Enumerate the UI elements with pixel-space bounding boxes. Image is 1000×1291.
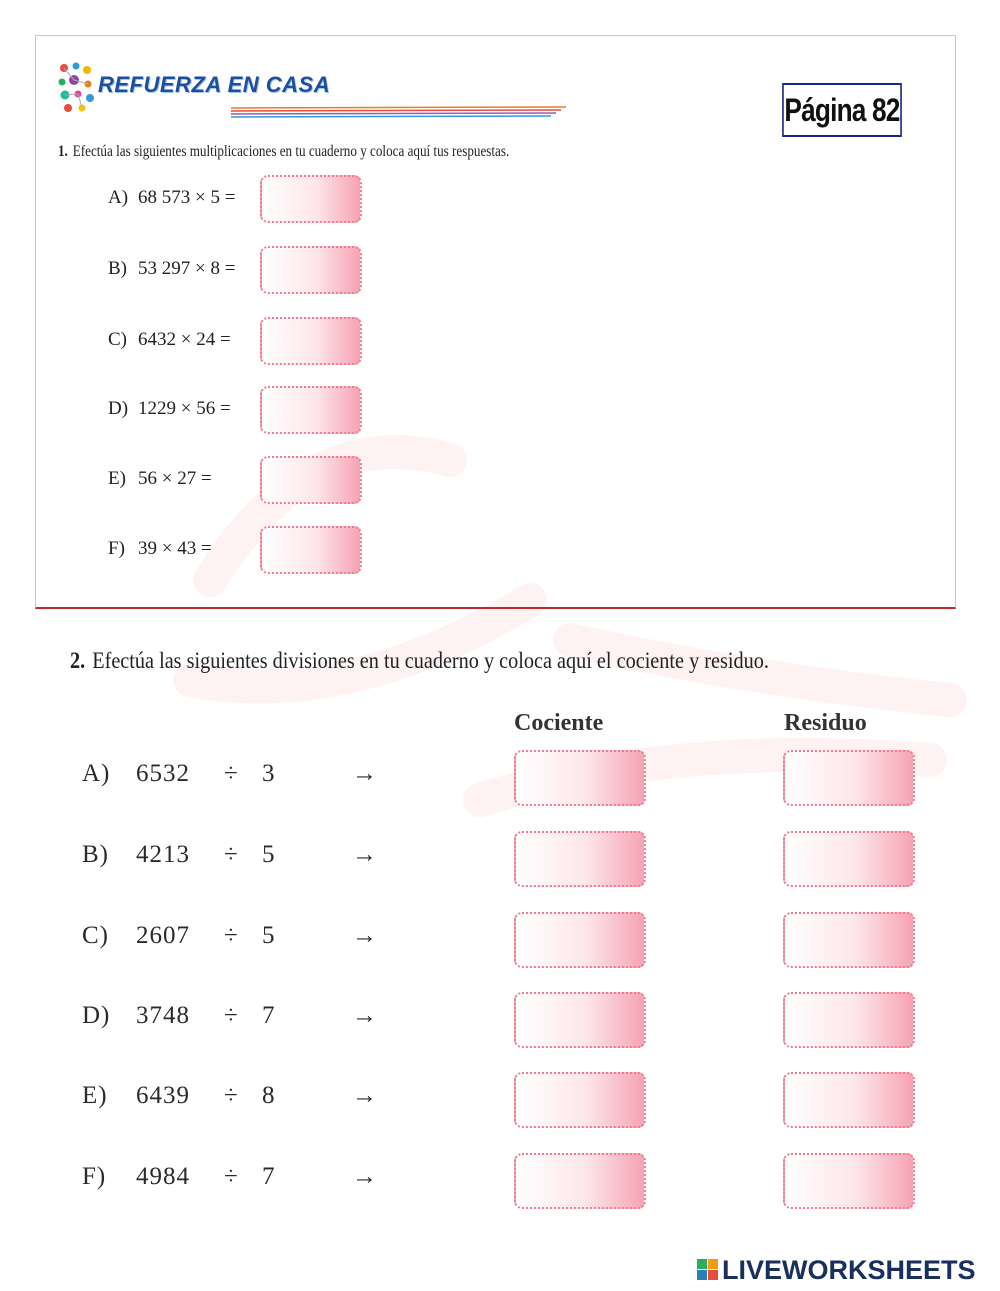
item-letter: E) <box>82 1082 108 1109</box>
multiplication-section <box>35 35 956 609</box>
item-expression: 39 × 43 = <box>138 538 212 559</box>
divide-symbol: ÷ <box>224 760 239 787</box>
banner <box>56 60 556 120</box>
divide-symbol: ÷ <box>224 1002 239 1029</box>
liveworksheets-logo[interactable] <box>697 1255 976 1285</box>
div-row-a <box>0 748 1000 808</box>
div-row-b <box>0 829 1000 889</box>
question2-instruction <box>70 648 769 674</box>
remainder-input-b[interactable] <box>783 831 915 887</box>
item-divisor: 5 <box>262 922 276 949</box>
remainder-input-c[interactable] <box>783 912 915 968</box>
question1-instruction <box>58 143 509 161</box>
div-row-c <box>0 910 1000 970</box>
colorful-dots-icon <box>56 60 96 116</box>
remainder-header: Residuo <box>784 710 867 736</box>
question1-text: Efectúa las siguientes multiplicaciones en tu cuaderno y coloca aquí tus respuestas. <box>72 143 510 160</box>
answer-input-a[interactable] <box>260 175 362 223</box>
logo-squares-icon <box>697 1259 719 1281</box>
quotient-input-c[interactable] <box>514 912 646 968</box>
item-expression: 68 573 × 5 = <box>138 187 236 208</box>
arrow-icon: → <box>352 760 378 787</box>
item-letter: A) <box>108 187 129 208</box>
item-letter: F) <box>82 1163 107 1190</box>
arrow-icon: → <box>352 841 378 868</box>
item-letter: D) <box>108 398 129 419</box>
item-letter: A) <box>82 760 111 787</box>
item-expression: 6432 × 24 = <box>138 329 231 350</box>
item-dividend: 2607 <box>136 922 190 949</box>
logo-text: LIVEWORKSHEETS <box>722 1254 976 1285</box>
division-section <box>0 620 1000 1220</box>
item-dividend: 3748 <box>136 1002 190 1029</box>
item-letter: B) <box>82 841 109 868</box>
item-dividend: 6439 <box>136 1082 190 1109</box>
divide-symbol: ÷ <box>224 1163 239 1190</box>
item-dividend: 6532 <box>136 760 190 787</box>
item-letter: F) <box>108 538 125 559</box>
divide-symbol: ÷ <box>224 1082 239 1109</box>
page-number-label: Página 82 <box>782 83 902 137</box>
item-divisor: 7 <box>262 1002 276 1029</box>
quotient-input-a[interactable] <box>514 750 646 806</box>
divide-symbol: ÷ <box>224 922 239 949</box>
answer-input-d[interactable] <box>260 386 362 434</box>
item-divisor: 7 <box>262 1163 276 1190</box>
quotient-input-e[interactable] <box>514 1072 646 1128</box>
answer-input-b[interactable] <box>260 246 362 294</box>
banner-stripes <box>231 106 566 120</box>
question2-number: 2. <box>70 648 86 673</box>
question1-number: 1. <box>58 143 68 160</box>
item-expression: 1229 × 56 = <box>138 398 231 419</box>
item-letter: B) <box>108 258 127 279</box>
quotient-input-b[interactable] <box>514 831 646 887</box>
arrow-icon: → <box>352 922 378 949</box>
div-row-d <box>0 990 1000 1050</box>
div-row-e <box>0 1070 1000 1130</box>
answer-input-c[interactable] <box>260 317 362 365</box>
item-dividend: 4213 <box>136 841 190 868</box>
question2-text: Efectúa las siguientes divisiones en tu cuaderno y coloca aquí el cociente y residuo. <box>92 648 769 673</box>
item-letter: E) <box>108 468 126 489</box>
arrow-icon: → <box>352 1082 378 1109</box>
item-letter: C) <box>108 329 127 350</box>
item-expression: 56 × 27 = <box>138 468 212 489</box>
item-expression: 53 297 × 8 = <box>138 258 236 279</box>
answer-input-f[interactable] <box>260 526 362 574</box>
answer-input-e[interactable] <box>260 456 362 504</box>
quotient-input-d[interactable] <box>514 992 646 1048</box>
divide-symbol: ÷ <box>224 841 239 868</box>
quotient-header: Cociente <box>514 710 604 736</box>
quotient-input-f[interactable] <box>514 1153 646 1209</box>
remainder-input-a[interactable] <box>783 750 915 806</box>
item-divisor: 5 <box>262 841 276 868</box>
item-letter: C) <box>82 922 109 949</box>
item-divisor: 3 <box>262 760 276 787</box>
arrow-icon: → <box>352 1163 378 1190</box>
banner-title: REFUERZA EN CASA <box>98 72 331 97</box>
div-row-f <box>0 1151 1000 1211</box>
item-divisor: 8 <box>262 1082 276 1109</box>
remainder-input-d[interactable] <box>783 992 915 1048</box>
remainder-input-f[interactable] <box>783 1153 915 1209</box>
arrow-icon: → <box>352 1002 378 1029</box>
item-letter: D) <box>82 1002 111 1029</box>
item-dividend: 4984 <box>136 1163 190 1190</box>
remainder-input-e[interactable] <box>783 1072 915 1128</box>
